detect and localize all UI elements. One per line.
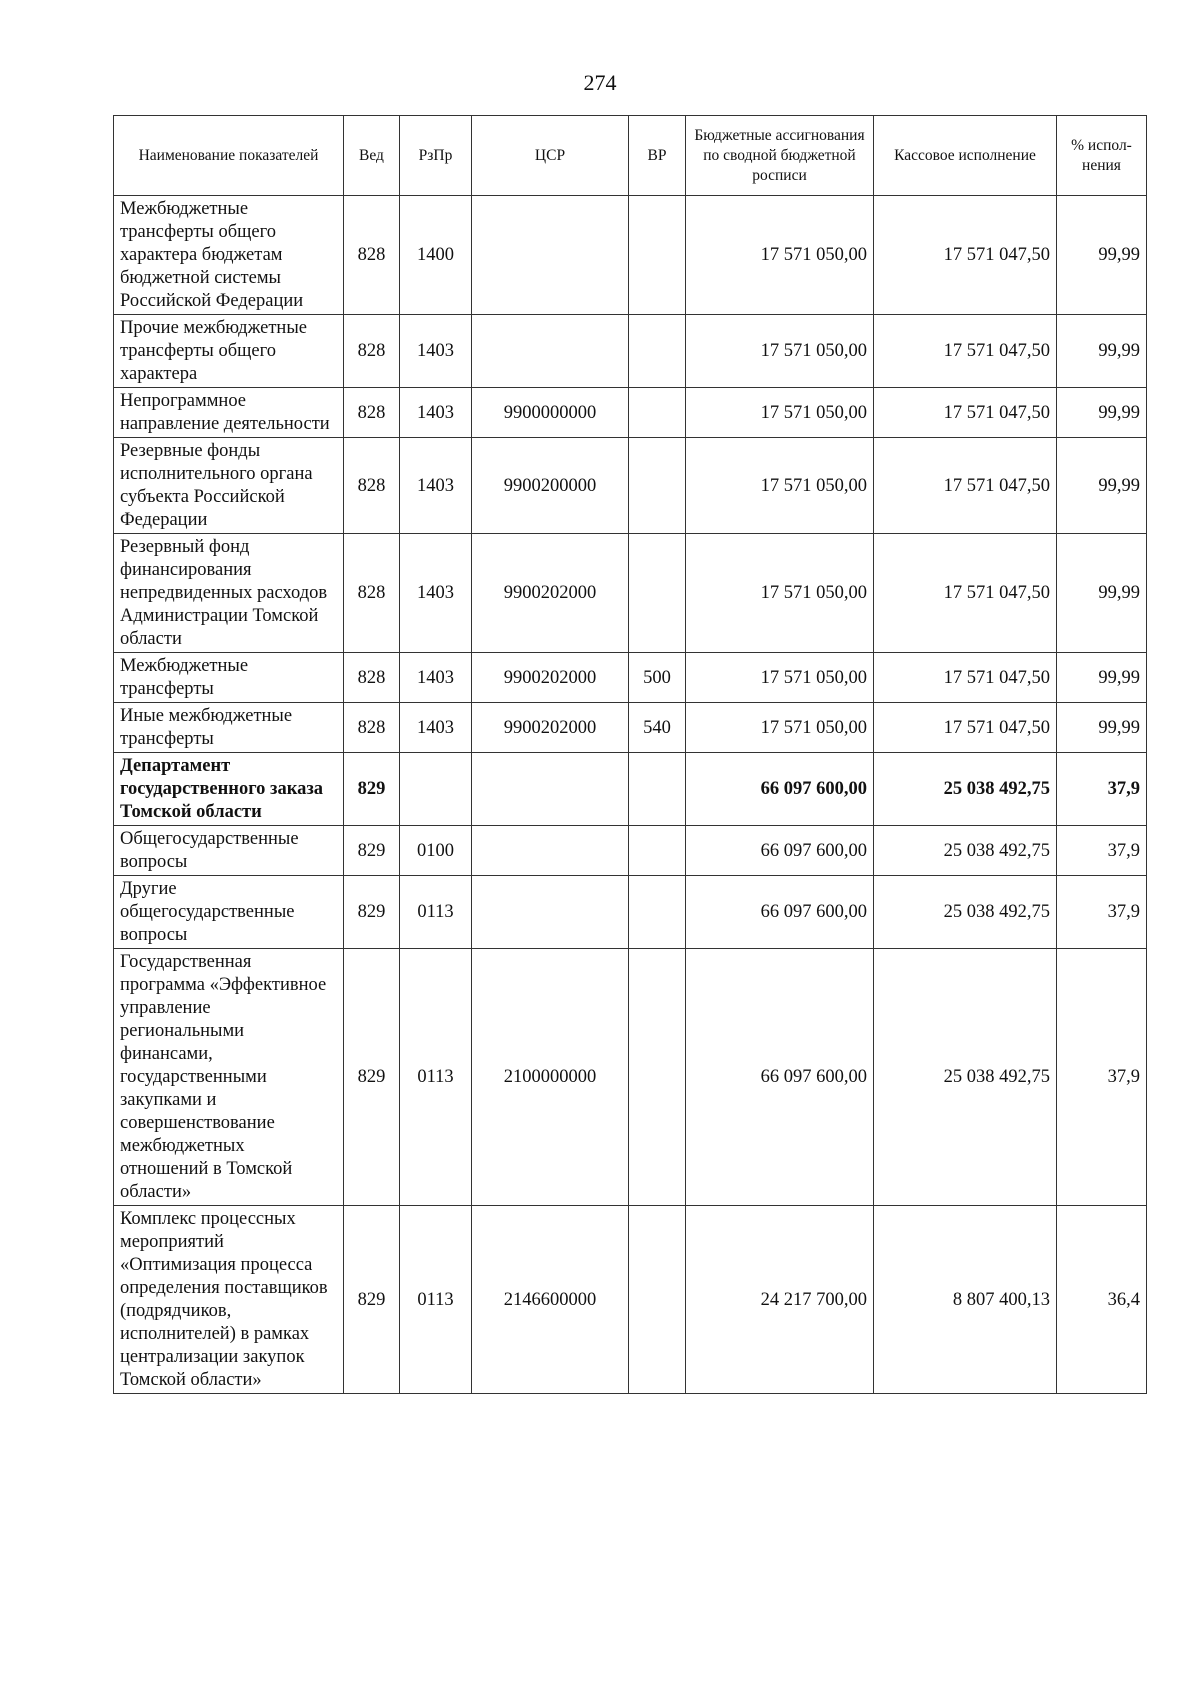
cell-execution: 25 038 492,75 [874,826,1057,876]
cell-name: Департамент государственного заказа Томской области [114,753,344,826]
cell-name: Резервные фонды исполнительного органа субъекта Российской Федерации [114,438,344,534]
table-row [114,703,1147,753]
cell-csr [472,315,629,388]
cell-allocations: 17 571 050,00 [686,653,874,703]
cell-csr: 2100000000 [472,949,629,1206]
table-row [114,315,1147,388]
cell-ved: 828 [344,315,400,388]
table-row [114,949,1147,1206]
header-csr: ЦСР [472,116,629,196]
cell-execution: 17 571 047,50 [874,703,1057,753]
cell-allocations: 66 097 600,00 [686,949,874,1206]
cell-rzpr: 1403 [400,438,472,534]
cell-ved: 828 [344,534,400,653]
cell-allocations: 17 571 050,00 [686,703,874,753]
header-ved: Вед [344,116,400,196]
cell-percent: 99,99 [1057,438,1147,534]
budget-execution-table [113,115,1147,1394]
cell-percent: 36,4 [1057,1206,1147,1394]
cell-csr: 9900202000 [472,534,629,653]
cell-rzpr: 1403 [400,534,472,653]
cell-vr [629,949,686,1206]
cell-vr: 500 [629,653,686,703]
cell-allocations: 17 571 050,00 [686,388,874,438]
table-row [114,753,1147,826]
cell-ved: 828 [344,438,400,534]
cell-ved: 829 [344,1206,400,1394]
cell-name: Другие общегосударственные вопросы [114,876,344,949]
cell-rzpr: 0100 [400,826,472,876]
cell-percent: 37,9 [1057,876,1147,949]
cell-allocations: 17 571 050,00 [686,196,874,315]
cell-rzpr: 0113 [400,1206,472,1394]
table-body [114,196,1147,1394]
cell-rzpr: 0113 [400,876,472,949]
cell-vr [629,1206,686,1394]
cell-rzpr: 1403 [400,388,472,438]
cell-allocations: 66 097 600,00 [686,753,874,826]
cell-percent: 99,99 [1057,196,1147,315]
cell-execution: 25 038 492,75 [874,876,1057,949]
cell-percent: 99,99 [1057,703,1147,753]
cell-vr [629,534,686,653]
cell-execution: 25 038 492,75 [874,949,1057,1206]
header-allocations: Бюджетные ассигнования по сводной бюджетной росписи [686,116,874,196]
cell-csr: 2146600000 [472,1206,629,1394]
cell-rzpr [400,753,472,826]
cell-csr [472,196,629,315]
cell-csr [472,876,629,949]
cell-execution: 25 038 492,75 [874,753,1057,826]
cell-execution: 17 571 047,50 [874,388,1057,438]
cell-rzpr: 1403 [400,703,472,753]
cell-ved: 829 [344,753,400,826]
cell-name: Общегосударственные вопросы [114,826,344,876]
cell-percent: 37,9 [1057,826,1147,876]
cell-vr [629,876,686,949]
cell-percent: 99,99 [1057,388,1147,438]
cell-name: Межбюджетные трансферты [114,653,344,703]
table-row [114,438,1147,534]
cell-vr [629,388,686,438]
table-row [114,196,1147,315]
cell-name: Государственная программа «Эффективное управление региональными финансами, государственными закупками и совершенствование межбюджетных отношений в Томской области» [114,949,344,1206]
header-execution: Кассовое исполнение [874,116,1057,196]
cell-allocations: 17 571 050,00 [686,438,874,534]
table-row [114,388,1147,438]
cell-name: Иные межбюджетные трансферты [114,703,344,753]
cell-rzpr: 1403 [400,653,472,703]
cell-execution: 17 571 047,50 [874,653,1057,703]
cell-name: Межбюджетные трансферты общего характера бюджетам бюджетной системы Российской Федерации [114,196,344,315]
cell-name: Комплекс процессных мероприятий «Оптимизация процесса определения поставщиков (подрядчиков, исполнителей) в рамках централизации закупок Томской области» [114,1206,344,1394]
cell-vr [629,315,686,388]
cell-ved: 828 [344,388,400,438]
cell-csr [472,753,629,826]
cell-percent: 99,99 [1057,534,1147,653]
cell-ved: 828 [344,653,400,703]
cell-rzpr: 1403 [400,315,472,388]
table-row [114,876,1147,949]
cell-ved: 828 [344,703,400,753]
cell-csr: 9900202000 [472,653,629,703]
cell-ved: 829 [344,826,400,876]
cell-rzpr: 0113 [400,949,472,1206]
cell-vr [629,826,686,876]
cell-percent: 99,99 [1057,653,1147,703]
cell-execution: 17 571 047,50 [874,438,1057,534]
cell-name: Резервный фонд финансирования непредвиденных расходов Администрации Томской области [114,534,344,653]
header-rzpr: РзПр [400,116,472,196]
cell-execution: 17 571 047,50 [874,534,1057,653]
cell-allocations: 17 571 050,00 [686,534,874,653]
cell-csr: 9900200000 [472,438,629,534]
cell-allocations: 66 097 600,00 [686,826,874,876]
cell-percent: 37,9 [1057,753,1147,826]
table-row [114,534,1147,653]
cell-vr [629,753,686,826]
header-percent: % испол-нения [1057,116,1147,196]
header-vr: ВР [629,116,686,196]
cell-name: Прочие межбюджетные трансферты общего характера [114,315,344,388]
page-number: 274 [583,70,617,95]
cell-ved: 829 [344,949,400,1206]
cell-execution: 17 571 047,50 [874,315,1057,388]
cell-execution: 17 571 047,50 [874,196,1057,315]
cell-vr [629,196,686,315]
cell-execution: 8 807 400,13 [874,1206,1057,1394]
table-row [114,653,1147,703]
header-name: Наименование показателей [114,116,344,196]
cell-ved: 828 [344,196,400,315]
cell-rzpr: 1400 [400,196,472,315]
table-row [114,826,1147,876]
cell-percent: 99,99 [1057,315,1147,388]
cell-allocations: 17 571 050,00 [686,315,874,388]
cell-percent: 37,9 [1057,949,1147,1206]
cell-allocations: 24 217 700,00 [686,1206,874,1394]
cell-ved: 829 [344,876,400,949]
cell-vr: 540 [629,703,686,753]
cell-allocations: 66 097 600,00 [686,876,874,949]
table-row [114,1206,1147,1394]
cell-csr [472,826,629,876]
cell-csr: 9900000000 [472,388,629,438]
table-header-row [114,116,1147,196]
cell-csr: 9900202000 [472,703,629,753]
cell-vr [629,438,686,534]
cell-name: Непрограммное направление деятельности [114,388,344,438]
